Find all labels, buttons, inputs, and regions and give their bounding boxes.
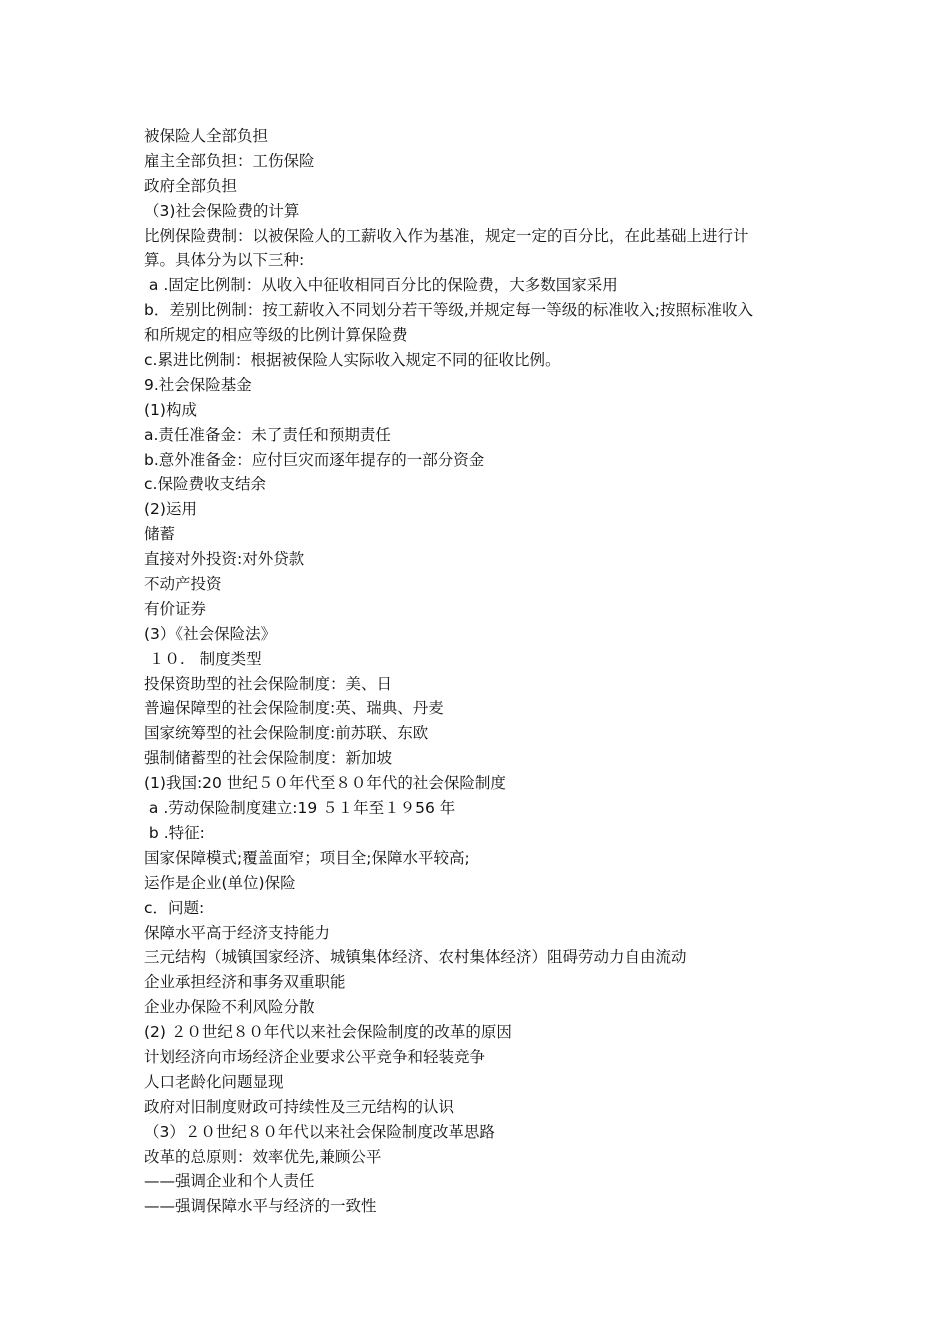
text-line: 储蓄 xyxy=(144,525,176,544)
text-line: 运作是企业(单位)保险 xyxy=(144,873,296,892)
list-item: a.责任准备金：未了责任和预期责任 xyxy=(144,425,391,444)
section-heading: １０. 制度类型 xyxy=(144,649,262,668)
text-line: ——强调保障水平与经济的一致性 xyxy=(144,1197,377,1216)
text-line: 被保险人全部负担 xyxy=(144,127,269,145)
text-line: 改革的总原则：效率优先,兼顾公平 xyxy=(144,1147,382,1166)
text-line: 不动产投资 xyxy=(144,575,222,594)
section-heading: (2)运用 xyxy=(144,500,197,519)
text-line: 直接对外投资:对外贷款 xyxy=(144,550,305,569)
text-line: 人口老龄化问题显现 xyxy=(144,1072,284,1091)
text-line: 保障水平高于经济支持能力 xyxy=(144,923,331,942)
section-heading: （3)社会保险费的计算 xyxy=(144,201,300,220)
section-heading: (1)我国:20 世纪５０年代至８０年代的社会保险制度 xyxy=(144,774,506,793)
text-line: 雇主全部负担：工伤保险 xyxy=(144,151,315,170)
list-item: b．差别比例制：按工薪收入不同划分若干等级,并规定每一等级的标准收入;按照标准收入 xyxy=(144,301,753,320)
list-item: a .固定比例制：从收入中征收相同百分比的保险费，大多数国家采用 xyxy=(144,276,618,295)
list-item: c.保险费收支结余 xyxy=(144,475,266,494)
text-line: 比例保险费制：以被保险人的工薪收入作为基准，规定一定的百分比，在此基础上进行计 xyxy=(144,226,749,245)
text-line: 政府全部负担 xyxy=(144,176,238,195)
text-line: 企业办保险不利风险分散 xyxy=(144,998,315,1017)
list-item: b .特征: xyxy=(144,823,205,842)
text-line: 普遍保障型的社会保险制度:英、瑞典、丹麦 xyxy=(144,699,444,718)
list-item: c．问题: xyxy=(144,898,205,917)
list-item: a .劳动保险制度建立:19 ５１年至１９56 年 xyxy=(144,799,456,818)
section-heading: (1)构成 xyxy=(144,400,197,419)
text-line: 算。具体分为以下三种: xyxy=(144,251,305,270)
text-line: 三元结构（城镇国家经济、城镇集体经济、农村集体经济）阻碍劳动力自由流动 xyxy=(144,948,687,967)
text-line: 计划经济向市场经济企业要求公平竞争和轻装竞争 xyxy=(144,1047,486,1066)
text-line: 和所规定的相应等级的比例计算保险费 xyxy=(144,326,408,345)
section-heading: (2) ２０世纪８０年代以来社会保险制度的改革的原因 xyxy=(144,1023,512,1042)
text-line: 政府对旧制度财政可持续性及三元结构的认识 xyxy=(144,1097,455,1116)
text-line: ——强调企业和个人责任 xyxy=(144,1172,315,1191)
section-heading: 9.社会保险基金 xyxy=(144,375,252,394)
section-heading: （3）２０世纪８０年代以来社会保险制度改革思路 xyxy=(144,1122,495,1141)
list-item: c.累进比例制：根据被保险人实际收入规定不同的征收比例。 xyxy=(144,351,561,370)
section-heading: (3）《社会保险法》 xyxy=(144,624,277,643)
list-item: b.意外准备金：应付巨灾而逐年提存的一部分资金 xyxy=(144,450,485,469)
text-line: 企业承担经济和事务双重职能 xyxy=(144,973,346,992)
document-page xyxy=(144,124,816,1219)
text-line: 国家统筹型的社会保险制度:前苏联、东欧 xyxy=(144,724,429,743)
text-line: 国家保障模式;覆盖面窄；项目全;保障水平较高; xyxy=(144,848,470,867)
text-line: 投保资助型的社会保险制度：美、日 xyxy=(144,674,393,693)
text-line: 有价证券 xyxy=(144,599,207,618)
text-line: 强制储蓄型的社会保险制度：新加坡 xyxy=(144,749,393,768)
